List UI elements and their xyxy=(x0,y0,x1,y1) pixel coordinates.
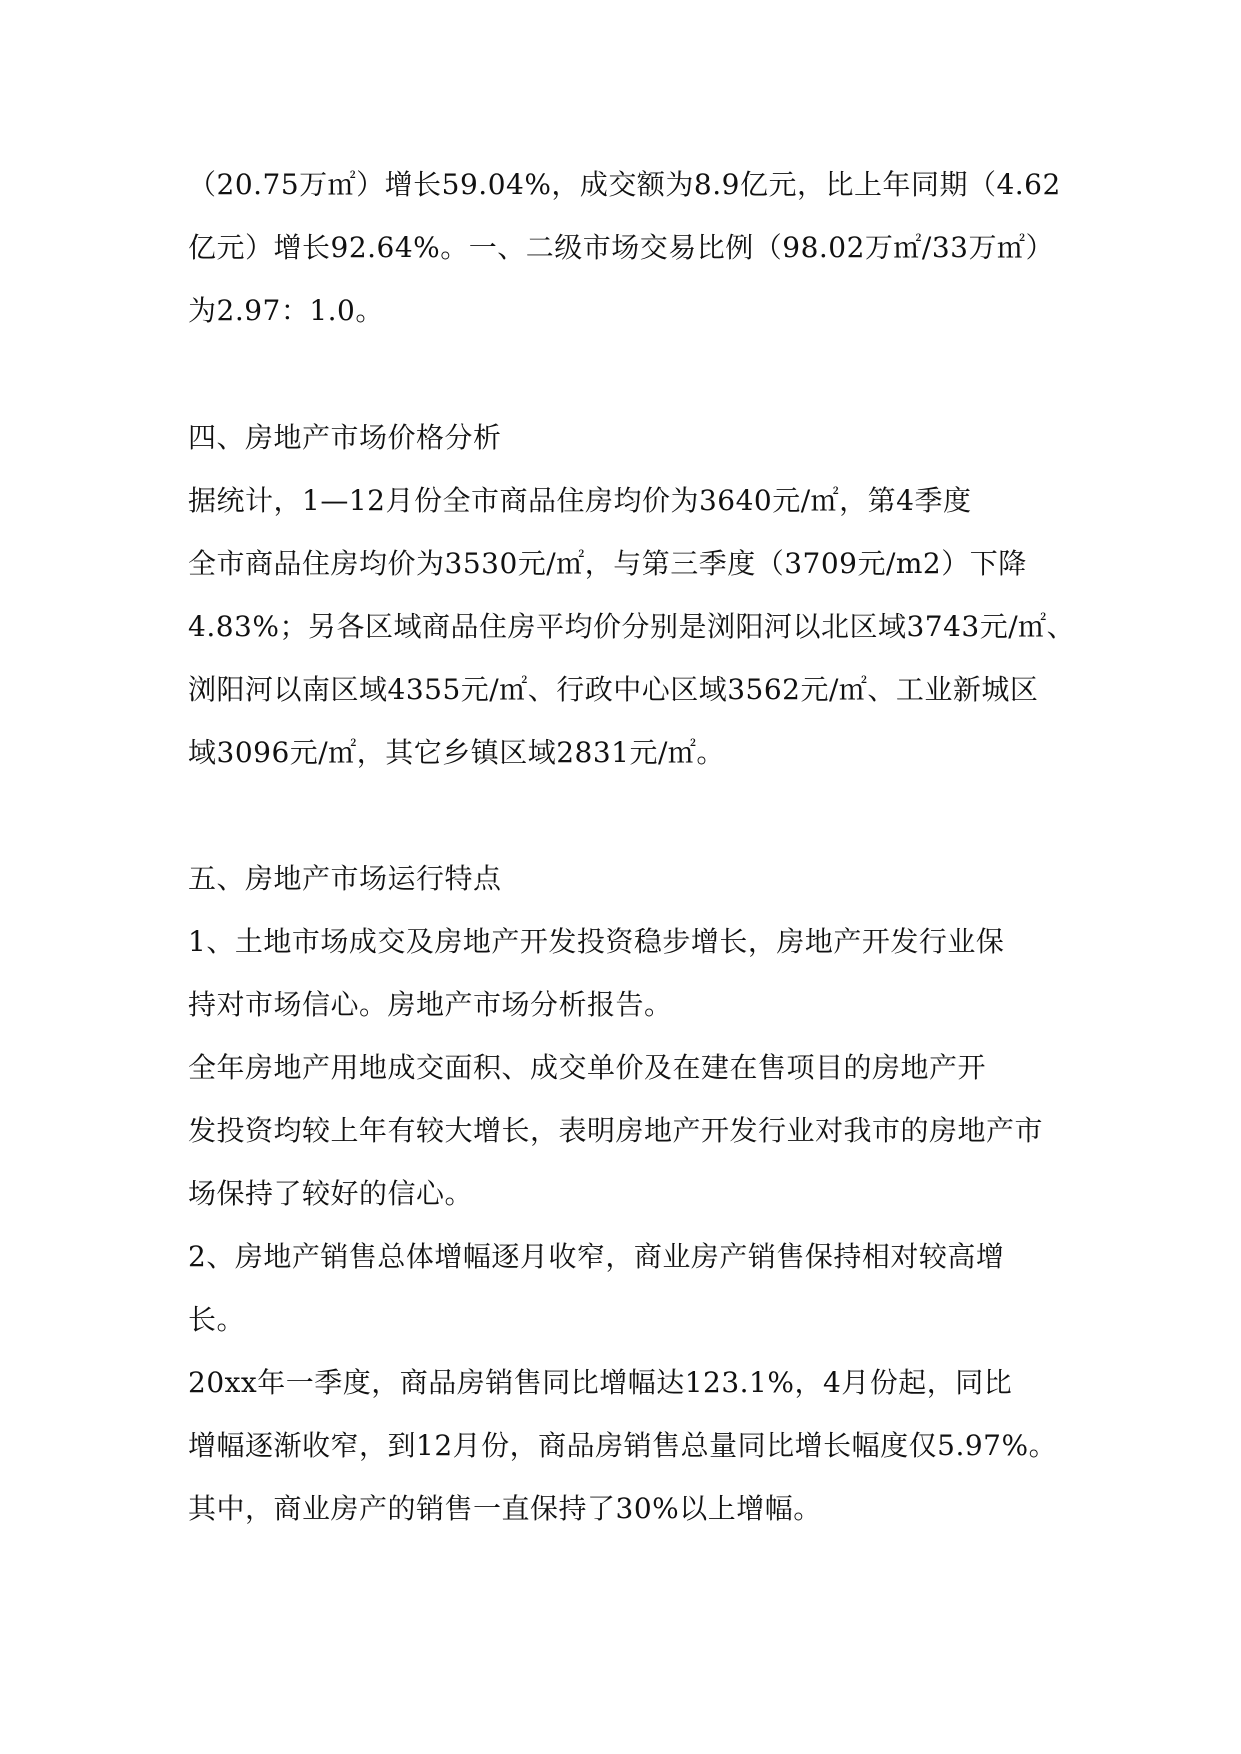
text-line: 持对市场信心。房地产市场分析报告。 xyxy=(188,988,673,1021)
text-line: 长。 xyxy=(188,1303,246,1336)
text-line: 据统计，1—12月份全市商品住房均价为3640元/㎡，第4季度 xyxy=(188,484,972,517)
text-line: 浏阳河以南区域4355元/㎡、行政中心区域3562元/㎡、工业新城区 xyxy=(188,673,1039,706)
text-line: 增幅逐渐收窄，到12月份，商品房销售总量同比增长幅度仅5.97%。 xyxy=(188,1429,1058,1462)
text-line: 域3096元/㎡，其它乡镇区域2831元/㎡。 xyxy=(188,736,725,769)
text-line: 发投资均较上年有较大增长，表明房地产开发行业对我市的房地产市 xyxy=(188,1114,1044,1147)
text-line: 2、房地产销售总体增幅逐月收窄，商业房产销售保持相对较高增 xyxy=(188,1240,1005,1273)
text-line: 全市商品住房均价为3530元/㎡，与第三季度（3709元/m2）下降 xyxy=(188,547,1027,580)
text-line: 其中，商业房产的销售一直保持了30%以上增幅。 xyxy=(188,1492,822,1525)
text-line: 4.83%；另各区域商品住房平均价分别是浏阳河以北区域3743元/㎡、 xyxy=(188,610,1076,643)
text-line: 场保持了较好的信心。 xyxy=(188,1177,474,1210)
text-line: 20xx年一季度，商品房销售同比增幅达123.1%，4月份起，同比 xyxy=(188,1366,1013,1399)
text-line: 为2.97：1.0。 xyxy=(188,294,384,327)
text-line: 全年房地产用地成交面积、成交单价及在建在售项目的房地产开 xyxy=(188,1051,987,1084)
text-line: 亿元）增长92.64%。一、二级市场交易比例（98.02万㎡/33万㎡） xyxy=(188,231,1054,264)
section-heading: 五、房地产市场运行特点 xyxy=(188,862,502,895)
text-line: （20.75万㎡）增长59.04%，成交额为8.9亿元，比上年同期（4.62 xyxy=(188,168,1061,201)
text-line: 1、土地市场成交及房地产开发投资稳步增长，房地产开发行业保 xyxy=(188,925,1005,958)
section-heading: 四、房地产市场价格分析 xyxy=(188,421,502,454)
